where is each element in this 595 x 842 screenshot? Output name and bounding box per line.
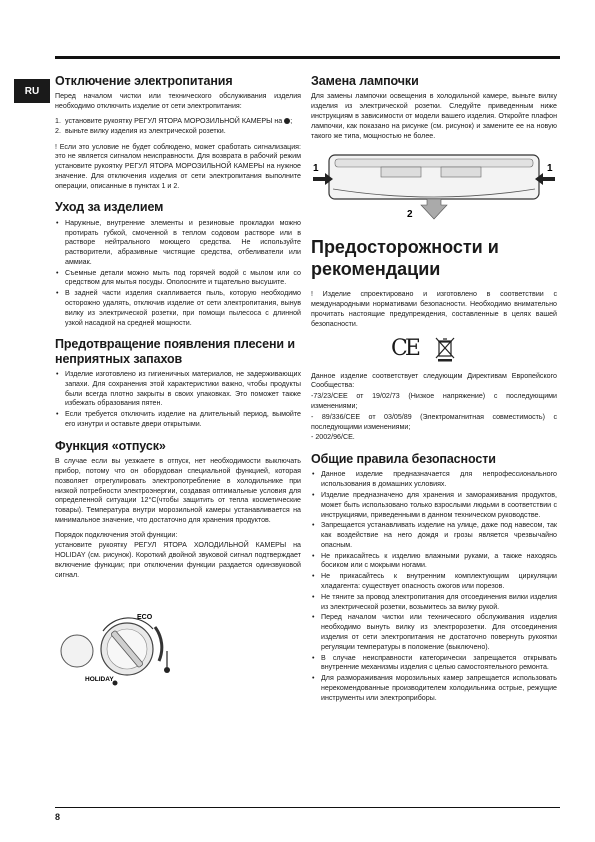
paragraph: -73/23/CEE от 19/02/73 (Низкое напряжение) с последующими изменениями; bbox=[311, 392, 557, 410]
arrow-label-right: 1 bbox=[547, 163, 553, 175]
bottom-rule bbox=[55, 807, 560, 808]
paragraph: Для замены лампочки освещения в холодильной камере, выньте вилку изделия из электрической розетки. Следуйте приведенным ниже инструкциям в зависимости от модели вашего изделия. Откройте плафон лампочки, как показано на рисунке (см. рисунок) и замените ее на новую такого же типа, мощностью не более. bbox=[311, 92, 557, 140]
section-title: Функция «отпуск» bbox=[55, 438, 166, 453]
list-item: • В задней части изделия скапливается пыль, которую необходимо осторожно удалять, отключив изделие от сети электропитания, вынув вилку из электрической розетки, при помощи пылесоса с длинной узкой насадкой на средней мощности. bbox=[55, 289, 301, 328]
list-item: • Изделие изготовлено из гигиеничных материалов, не задерживающих запахи. Для сохранения этой характеристики важно, чтобы продукты были всегда плотно закрыты в своих упаковках. Это поможет также избежать образования пятен. bbox=[55, 370, 301, 409]
list-item: • В случае неисправности категорически запрещается открывать внутренние механизмы изделия с целью самостоятельного ремонта. bbox=[311, 654, 557, 674]
section-title: Предотвращение появления плесени и неприятных запахов bbox=[55, 337, 295, 366]
weee-crossed-bin-icon bbox=[434, 336, 456, 362]
section-mold-prevention bbox=[55, 337, 301, 429]
page-number: 8 bbox=[55, 812, 61, 822]
note: ! Если это условие не будет соблюдено, может сработать сигнализация: это не является сигналом неисправности. Для возврата в рабочий режим установите рукоятку РЕГУЛ ЯТОРА МОРОЗИЛЬНОЙ КАМЕРЫ на нужное значение. Для отключения изделия от сети электропитания выполните операции, описанные в пунктах 1 и 2. bbox=[55, 142, 301, 190]
paragraph: Порядок подключения этой функции: bbox=[55, 530, 178, 539]
paragraph: В случае если вы уезжаете в отпуск, нет необходимости выключать прибор, потому что он оборудован специальной функцией, которая позволяет отрегулировать электропотребление в холодильнике при низкой потребности электроэнергии, создавая оптимальные условия для определенной ситуации 12°С(чтобы защитить от тепла косметические товары). Температура внутри морозильной камеры устанавливается на минимальное значение, что достаточно для хранения продуктов. bbox=[55, 457, 301, 524]
holiday-label: HOLIDAY bbox=[85, 675, 114, 683]
section-title: Отключение электропитания bbox=[55, 74, 233, 88]
section-general-safety bbox=[311, 452, 557, 703]
eco-label: ECO bbox=[137, 613, 153, 621]
arrow-label-left: 1 bbox=[313, 163, 319, 175]
lamp-figure bbox=[311, 149, 557, 221]
thermostat-dial-figure bbox=[55, 591, 215, 691]
section-lamp-replacement bbox=[311, 74, 557, 221]
section-holiday bbox=[55, 439, 301, 691]
section-title: Замена лампочки bbox=[311, 74, 419, 88]
safety-list bbox=[311, 470, 557, 703]
paragraph: установите рукоятку РЕГУЛ ЯТОРА ХОЛОДИЛЬНОЙ КАМЕРЫ на HOLIDAY (см. рисунок). Короткий двойной звуковой сигнал подтверждает включение функции; при отключении функции раздается одинзвуковой сигнал. bbox=[55, 541, 301, 579]
lamp-cover-illustration bbox=[311, 149, 557, 221]
top-rule bbox=[55, 56, 560, 59]
list-item: • Если требуется отключить изделие на длительный период, вымойте его изнутри и оставьте двери открытыми. bbox=[55, 410, 301, 430]
step-text: установите рукоятку РЕГУЛ ЯТОРА МОРОЗИЛЬНОЙ КАМЕРЫ на bbox=[65, 116, 283, 125]
right-column bbox=[311, 74, 557, 709]
list-item: • Наружные, внутренние элементы и резиновые прокладки можно протирать губкой, смоченной в теплом содовом растворе или в растворе нейтрального моющего средства. Не используйте растворители, абразивные чистящие средства, отбеливатели или аммиак. bbox=[55, 219, 301, 268]
list-item: • Не прикасайтесь к внутренним комплектующим циркуляции хладагента: существует опасность ожогов или порезов. bbox=[311, 572, 557, 592]
section-title: Уход за изделием bbox=[55, 200, 164, 215]
list-item: • Для размораживания морозильных камер запрещается использовать нерекомендованные производителем холодильника острые, режущие инструменты или электроприборы. bbox=[311, 674, 557, 703]
paragraph: Данное изделие соответствует следующим Директивам Европейского Сообщества: bbox=[311, 371, 557, 390]
list-item: • Съемные детали можно мыть под горячей водой с мылом или со средством для мытья посуды. Ополосните и тщательно высушите. bbox=[55, 269, 301, 289]
mold-list bbox=[55, 370, 301, 430]
section-precautions bbox=[311, 237, 557, 443]
section-power-off bbox=[55, 74, 301, 191]
step-number: 1. bbox=[55, 116, 61, 125]
section-care bbox=[55, 200, 301, 328]
certification-symbols bbox=[391, 336, 557, 362]
list-item: • Перед началом чистки или технического обслуживания изделия необходимо вынуть вилку из электророзетки. Для отсоединения изделия от сети электропитания не достаточно повернуть рукоятки регуляции температуры в положение (выключено). bbox=[311, 613, 557, 652]
paragraph: Перед началом чистки или технического обслуживания изделия необходимо отключить изделие от сети электропитания: bbox=[55, 92, 301, 111]
dial-illustration bbox=[55, 591, 215, 691]
step-item: 1. установите рукоятку РЕГУЛ ЯТОРА МОРОЗИЛЬНОЙ КАМЕРЫ на ; bbox=[55, 116, 293, 125]
list-item: • Данное изделие предназначается для непрофессионального использования в домашних условиях. bbox=[311, 470, 557, 490]
care-list bbox=[55, 219, 301, 329]
list-item: • Не прикасайтесь к изделию влажными руками, а также находясь босиком или с мокрыми ногами. bbox=[311, 552, 557, 572]
step-item bbox=[55, 127, 301, 137]
section-title: Предосторожности и рекомендации bbox=[311, 237, 499, 279]
ce-mark: CE bbox=[391, 336, 418, 362]
arrow-label-bottom: 2 bbox=[407, 209, 413, 221]
list-item: • Не тяните за провод электропитания для отсоединения вилки изделия из электрической розетки, возьмитесь за вилку рукой. bbox=[311, 593, 557, 613]
step-number: 2. bbox=[55, 126, 61, 135]
steps-list bbox=[55, 117, 301, 137]
paragraph: ! Изделие спроектировано и изготовлено в соответствии с международными нормативами безопасности. Необходимо внимательно прочитать настоящие предупреждения, составленные в целях вашей безопасности. bbox=[311, 290, 557, 328]
step-text: выньте вилку изделия из электрической розетки. bbox=[65, 126, 226, 135]
section-title: Общие правила безопасности bbox=[311, 452, 496, 467]
language-tab: RU bbox=[14, 79, 50, 103]
paragraph: - 2002/96/CE. bbox=[311, 433, 355, 442]
left-column bbox=[55, 74, 301, 691]
list-item: • Изделие предназначено для хранения и замораживания продуктов, может быть использовано только взрослыми людьми в соответствии с инструкциями, приведенными в данном техническом руководстве. bbox=[311, 491, 557, 520]
list-item: • Запрещается устанавливать изделие на улице, даже под навесом, так как воздействие на него дождя и грозы является чрезвычайно опасным. bbox=[311, 521, 557, 550]
paragraph: - 89/336/CEE от 03/05/89 (Электромагнитная совместимость) с последующими изменениями; bbox=[311, 412, 557, 431]
